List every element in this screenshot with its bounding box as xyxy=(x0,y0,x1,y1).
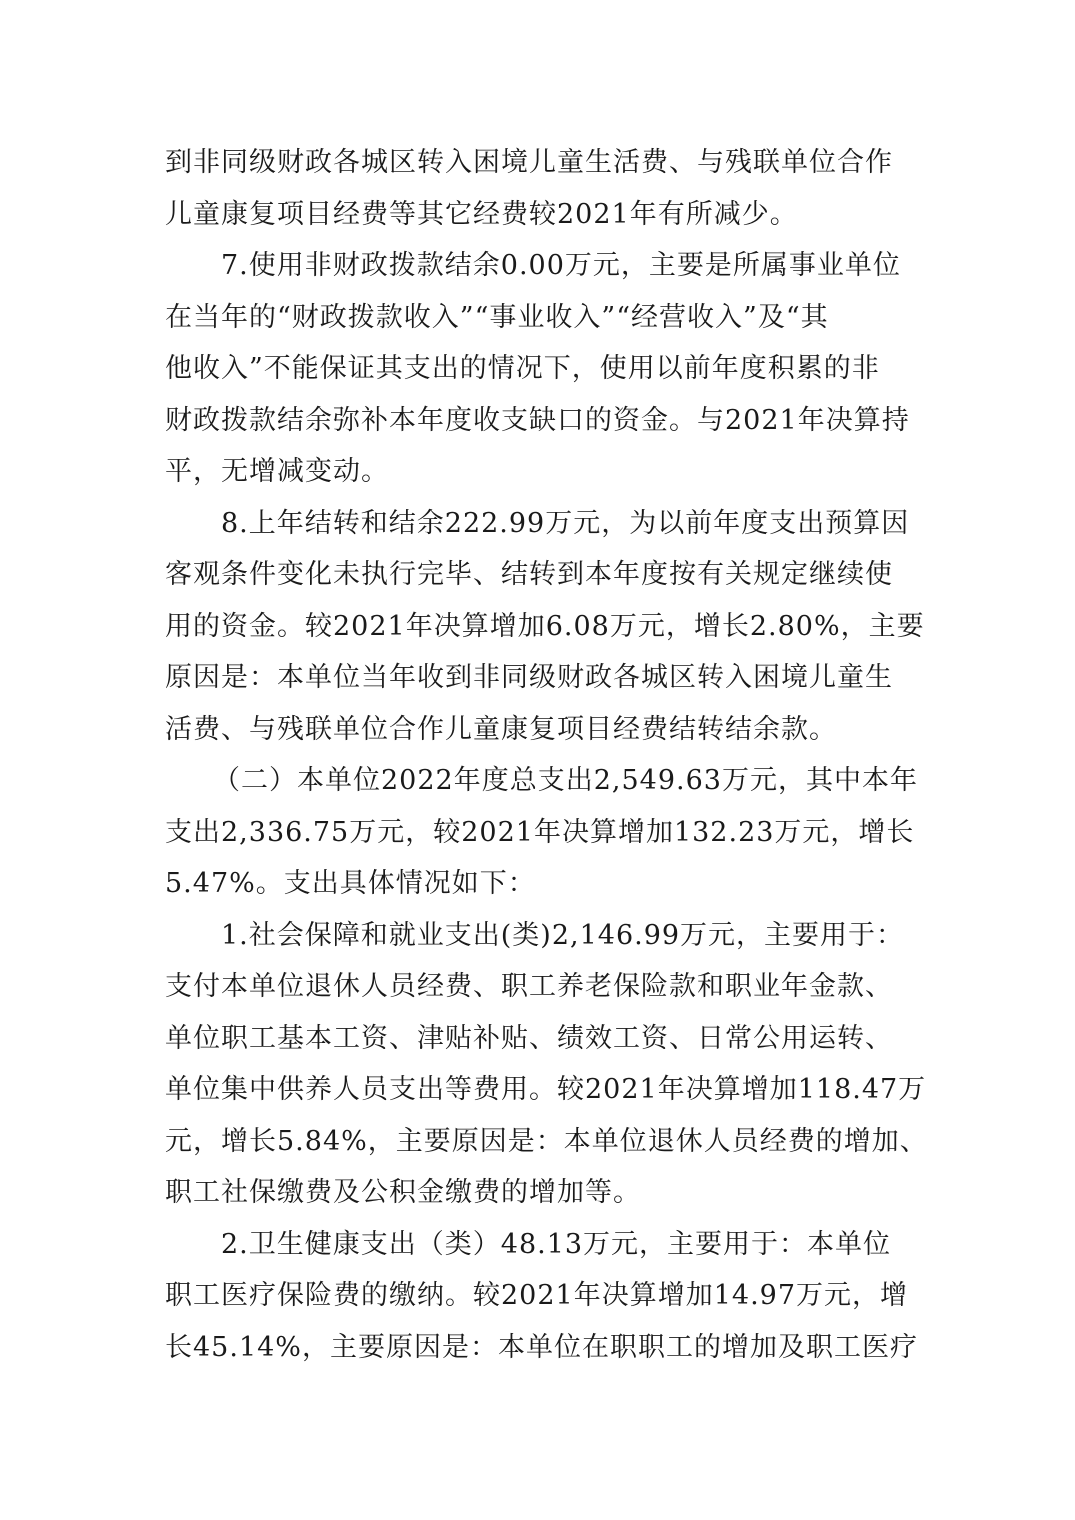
paragraph-line: 原因是：本单位当年收到非同级财政各城区转入困境儿童生 xyxy=(165,662,893,693)
paragraph-line: 支付本单位退休人员经费、职工养老保险款和职业年金款、 xyxy=(165,971,893,1002)
paragraph-line: 7.使用非财政拨款结余0.00万元，主要是所属事业单位 xyxy=(221,250,901,281)
paragraph-line: 到非同级财政各城区转入困境儿童生活费、与残联单位合作 xyxy=(165,147,893,178)
paragraph-line: 长45.14%，主要原因是：本单位在职职工的增加及职工医疗 xyxy=(165,1331,918,1363)
section-heading-line: （二）本单位2022年度总支出2,549.63万元，其中本年 xyxy=(213,765,918,796)
paragraph-line: 单位职工基本工资、津贴补贴、绩效工资、日常公用运转、 xyxy=(165,1022,893,1054)
paragraph-line: 2.卫生健康支出（类）48.13万元，主要用于：本单位 xyxy=(221,1228,892,1260)
paragraph-line: 儿童康复项目经费等其它经费较2021年有所减少。 xyxy=(165,198,798,230)
paragraph-line: 职工医疗保险费的缴纳。较2021年决算增加14.97万元，增 xyxy=(165,1280,909,1311)
paragraph-line: 用的资金。较2021年决算增加6.08万元，增长2.80%，主要 xyxy=(165,610,925,642)
paragraph-line: 5.47%。支出具体情况如下： xyxy=(165,868,536,899)
paragraph-line: 在当年的“财政拨款收入”“事业收入”“经营收入”及“其 xyxy=(165,301,829,333)
paragraph-line: 财政拨款结余弥补本年度收支缺口的资金。与2021年决算持 xyxy=(165,404,910,436)
paragraph-line: 活费、与残联单位合作儿童康复项目经费结转结余款。 xyxy=(165,713,837,745)
paragraph-line: 元，增长5.84%，主要原因是：本单位退休人员经费的增加、 xyxy=(165,1125,928,1157)
paragraph-line: 平，无增减变动。 xyxy=(165,456,389,487)
paragraph-line: 客观条件变化未执行完毕、结转到本年度按有关规定继续使 xyxy=(165,559,893,590)
paragraph-line: 他收入”不能保证其支出的情况下，使用以前年度积累的非 xyxy=(165,353,880,384)
paragraph-line: 支出2,336.75万元，较2021年决算增加132.23万元，增长 xyxy=(165,816,915,848)
paragraph-line: 1.社会保障和就业支出(类)2,146.99万元，主要用于： xyxy=(221,919,905,951)
paragraph-line: 职工社保缴费及公积金缴费的增加等。 xyxy=(165,1177,641,1208)
paragraph-line: 8.上年结转和结余222.99万元，为以前年度支出预算因 xyxy=(221,507,910,539)
document-body xyxy=(165,137,928,1373)
paragraph-line: 单位集中供养人员支出等费用。较2021年决算增加118.47万 xyxy=(165,1074,927,1105)
